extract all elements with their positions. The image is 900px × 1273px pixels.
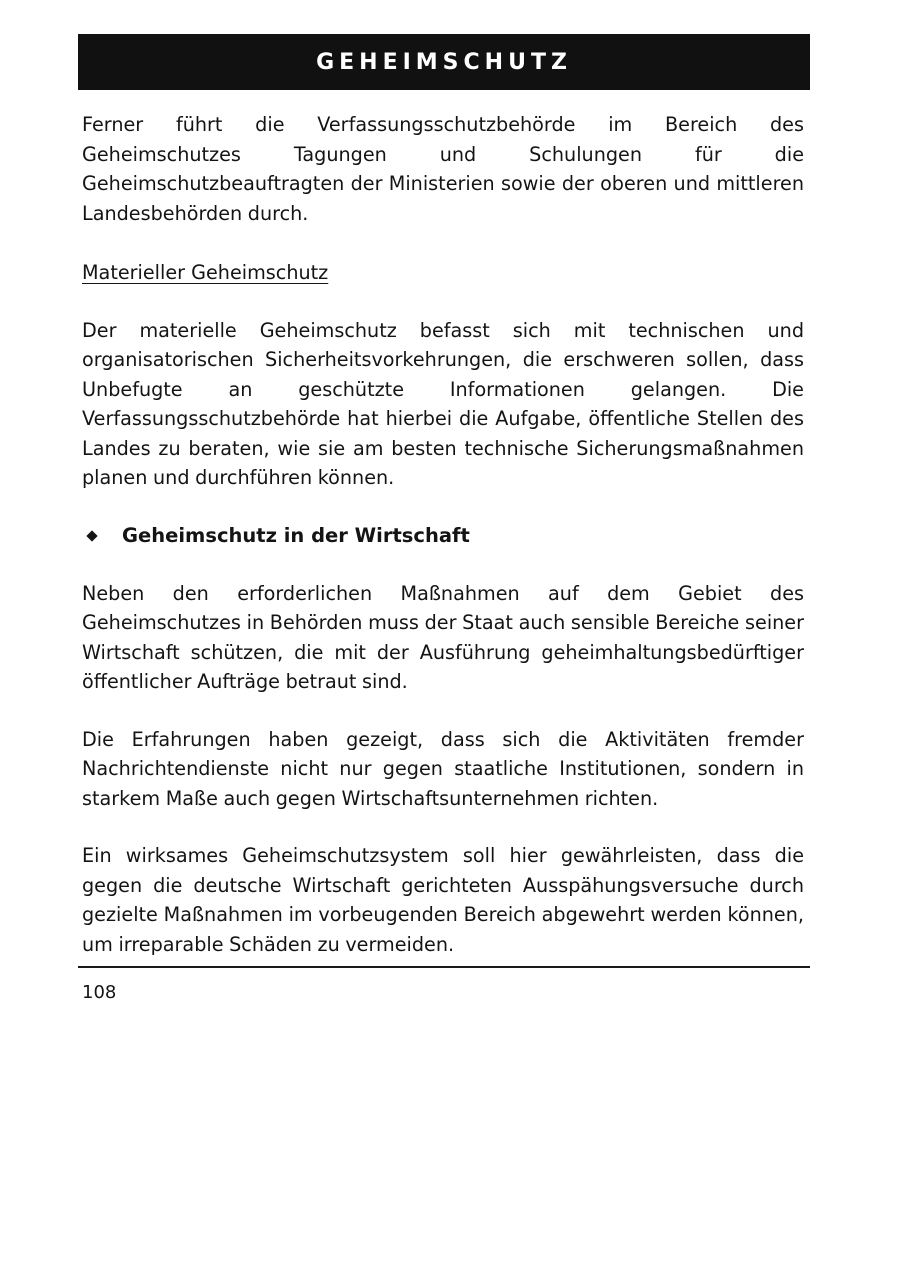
section-heading-materieller-geheimschutz: Materieller Geheimschutz xyxy=(82,261,329,284)
bullet-heading-label: Geheimschutz in der Wirtschaft xyxy=(122,523,470,547)
page-number: 108 xyxy=(82,982,117,1003)
footer-divider xyxy=(78,966,810,968)
chapter-header-bar xyxy=(78,34,810,90)
paragraph-wirtschaft-1: Neben den erforderlichen Maßnahmen auf dem Gebiet des Geheimschutzes in Behörden muss der Staat auch sensible Bereiche seiner Wirtschaft schützen, die mit der Ausführung geheimhaltungsbedürftiger öffentlicher Aufträge betraut sind. xyxy=(82,581,804,693)
diamond-bullet-icon xyxy=(86,530,97,541)
bullet-heading-wirtschaft xyxy=(82,521,804,551)
paragraph-intro: Ferner führt die Verfassungsschutzbehörde im Bereich des Geheimschutzes Tagungen und Schulungen für die Geheimschutzbeauftragten der Ministerien sowie der oberen und mittleren Landesbehörden durch. xyxy=(82,113,804,225)
chapter-title: GEHEIMSCHUTZ xyxy=(316,49,572,75)
paragraph-wirtschaft-3: Ein wirksames Geheimschutzsystem soll hier gewährleisten, dass die gegen die deutsche Wirtschaft gerichteten Ausspähungsversuche durch gezielte Maßnahmen im vorbeugenden Bereich abgewehrt werden können, um irreparable Schäden zu vermeiden. xyxy=(82,844,804,956)
page-body xyxy=(82,110,804,959)
paragraph-wirtschaft-2: Die Erfahrungen haben gezeigt, dass sich die Aktivitäten fremder Nachrichtendienste nicht nur gegen staatliche Institutionen, sondern in starkem Maße auch gegen Wirtschaftsunternehmen richten. xyxy=(82,727,804,810)
paragraph-materieller-geheimschutz: Der materielle Geheimschutz befasst sich mit technischen und organisatorischen Sicherheitsvorkehrungen, die erschweren sollen, dass Unbefugte an geschützte Informationen gelangen. Die Verfassungsschutzbehörde hat hierbei die Aufgabe, öffentliche Stellen des Landes zu beraten, wie sie am besten technische Sicherungsmaßnahmen planen und durchführen können. xyxy=(82,318,804,489)
